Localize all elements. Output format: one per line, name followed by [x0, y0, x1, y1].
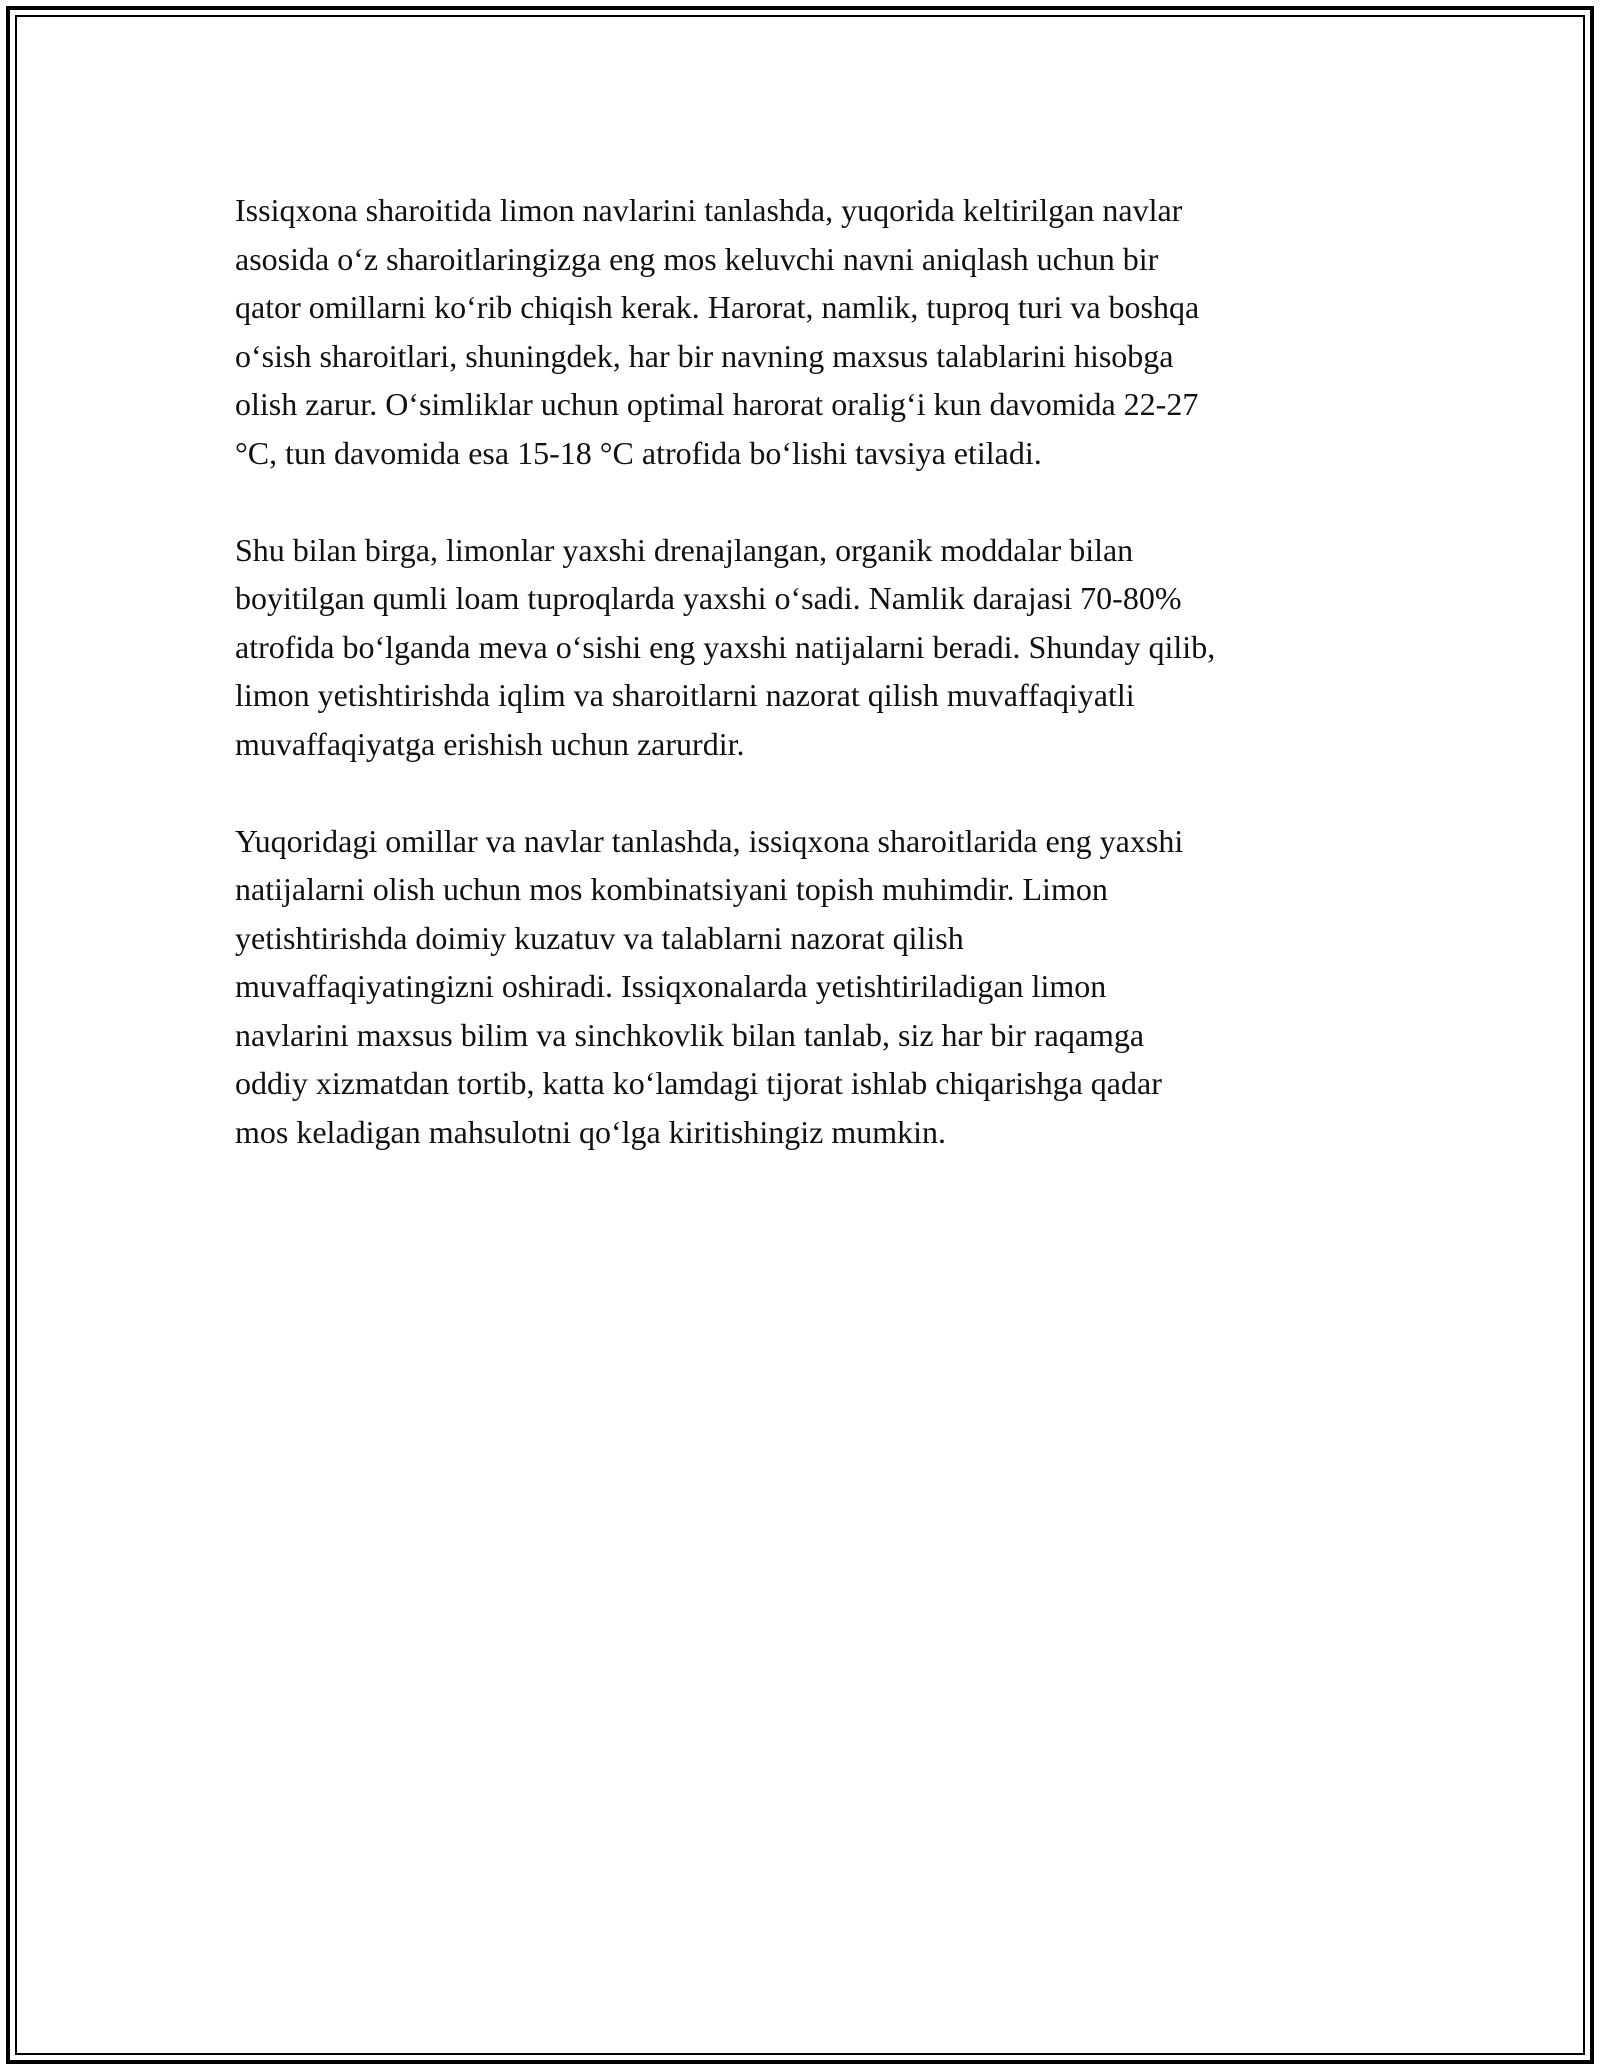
text-line: oddiy xizmatdan tortib, katta koʻlamdagi tijorat ishlab chiqarishga qadar: [235, 1065, 1162, 1101]
text-line: mos keladigan mahsulotni qoʻlga kiritishingiz mumkin.: [235, 1113, 947, 1150]
paragraph-3: [235, 817, 1370, 1157]
text-line: muvaffaqiyatga erishish uchun zarurdir.: [235, 725, 745, 762]
text-line: muvaffaqiyatingizni oshiradi. Issiqxonalarda yetishtiriladigan limon: [235, 968, 1107, 1004]
text-line: Yuqoridagi omillar va navlar tanlashda, issiqxona sharoitlarida eng yaxshi: [235, 822, 1184, 859]
text-line: olish zarur. Oʻsimliklar uchun optimal harorat oraligʻi kun davomida 22-27: [235, 386, 1199, 422]
text-line: yetishtirishda doimiy kuzatuv va talablarni nazorat qilish: [235, 919, 964, 956]
text-line: oʻsish sharoitlari, shuningdek, har bir navning maxsus talablarini hisobga: [235, 337, 1174, 374]
document-body: [235, 186, 1370, 1205]
paragraph-1: [235, 186, 1370, 477]
text-line: Issiqxona sharoitida limon navlarini tanlashda, yuqorida keltirilgan navlar: [235, 192, 1183, 228]
paragraph-2: [235, 526, 1370, 769]
text-line: natijalarni olish uchun mos kombinatsiyani topish muhimdir. Limon: [235, 871, 1108, 907]
text-line: Shu bilan birga, limonlar yaxshi drenajlangan, organik moddalar bilan: [235, 531, 1134, 568]
text-line: boyitilgan qumli loam tuproqlarda yaxshi oʻsadi. Namlik darajasi 70-80%: [235, 580, 1182, 616]
text-line: °C, tun davomida esa 15-18 °C atrofida boʻlishi tavsiya etiladi.: [235, 434, 1042, 471]
text-line: qator omillarni koʻrib chiqish kerak. Harorat, namlik, tuproq turi va boshqa: [235, 289, 1200, 325]
text-line: atrofida boʻlganda meva oʻsishi eng yaxshi natijalarni beradi. Shunday qilib,: [235, 628, 1216, 665]
text-line: asosida oʻz sharoitlaringizga eng mos keluvchi navni aniqlash uchun bir: [235, 240, 1159, 277]
text-line: navlarini maxsus bilim va sinchkovlik bilan tanlab, siz har bir raqamga: [235, 1016, 1145, 1053]
text-line: limon yetishtirishda iqlim va sharoitlarni nazorat qilish muvaffaqiyatli: [235, 677, 1135, 713]
